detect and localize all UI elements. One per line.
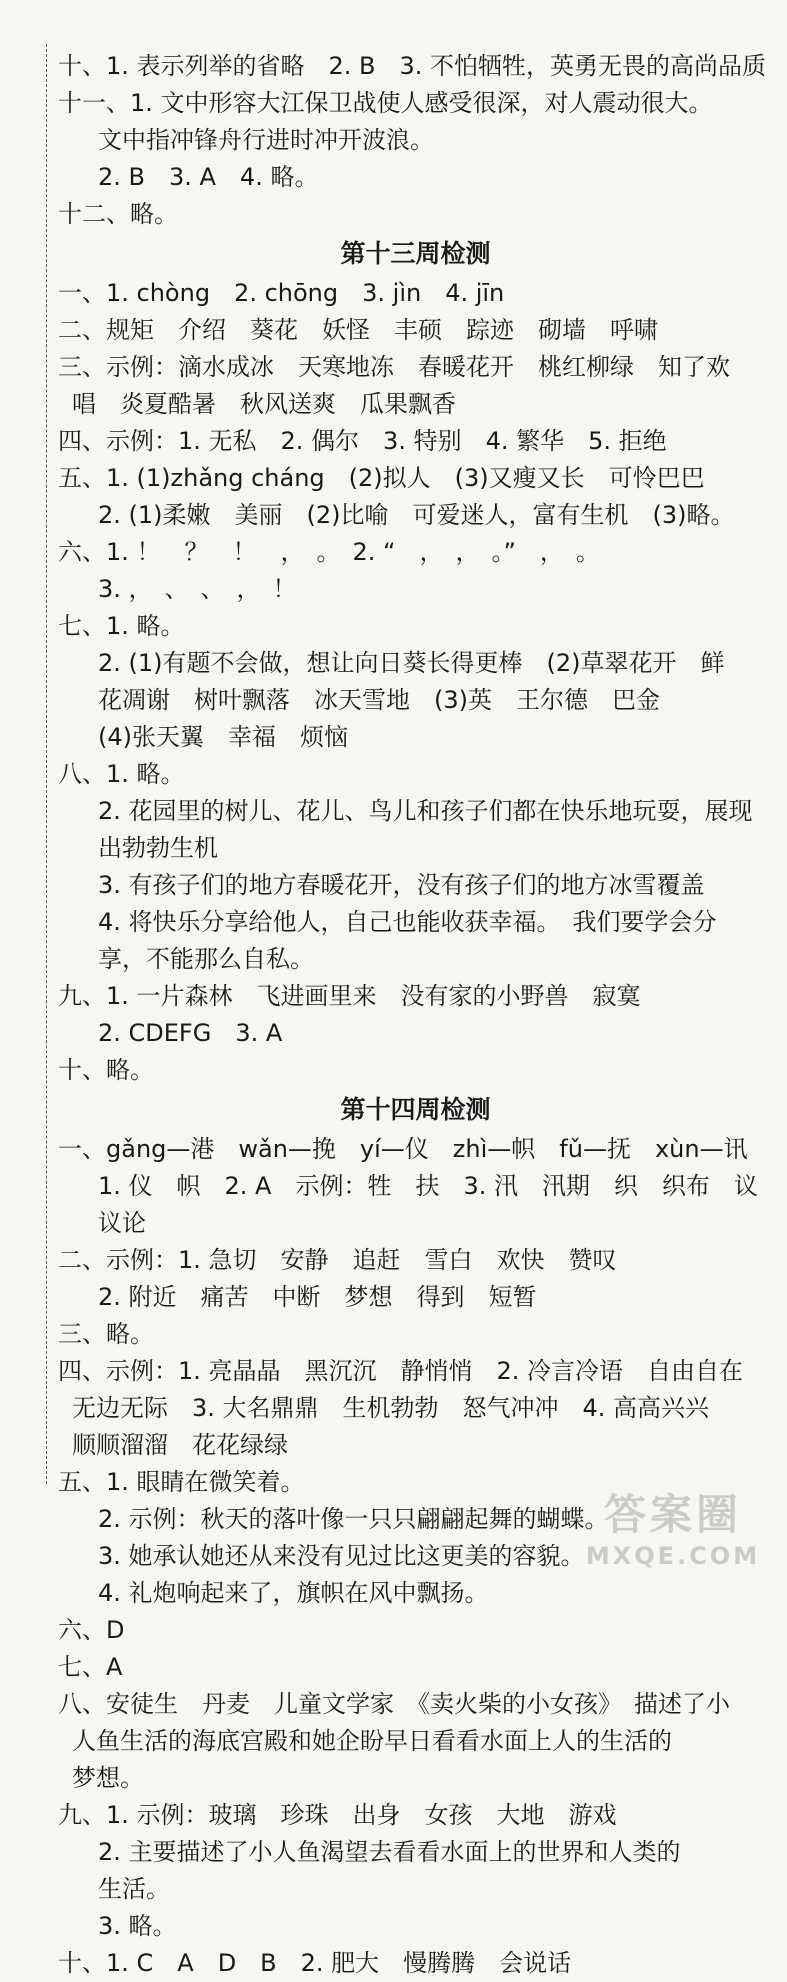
watermark-text: 答案圈 — [603, 1490, 742, 1539]
answer-line: 五、1. (1)zhǎng cháng (2)拟人 (3)又瘦又长 可怜巴巴 — [58, 464, 705, 492]
answer-line: 十、略。 — [58, 1056, 154, 1084]
section-heading: 第十三周检测 — [340, 239, 491, 268]
answer-line: 二、规矩 介绍 葵花 妖怪 丰硕 踪迹 砌墙 呼啸 — [58, 316, 658, 344]
answer-line: 3. ， 、 、 ， ！ — [98, 575, 297, 603]
answer-line: 议论 — [98, 1209, 146, 1237]
answer-line: 二、示例：1. 急切 安静 追赶 雪白 欢快 赞叹 — [58, 1246, 617, 1274]
answer-line: 一、gǎng—港 wǎn—挽 yí—仪 zhì—帜 fǔ—抚 xùn—讯 — [58, 1135, 748, 1163]
answer-line: 1. 仪 帜 2. A 示例：牲 扶 3. 汛 汛期 织 织布 议 — [98, 1172, 758, 1200]
answer-line: 三、示例：滴水成冰 天寒地冻 春暖花开 桃红柳绿 知了欢 — [58, 353, 730, 381]
answer-line: 七、A — [58, 1653, 123, 1681]
answer-line: 四、示例：1. 无私 2. 偶尔 3. 特别 4. 繁华 5. 拒绝 — [58, 427, 667, 455]
answer-page — [58, 48, 773, 1982]
answer-line: 花凋谢 树叶飘落 冰天雪地 (3)英 王尔德 巴金 — [98, 686, 660, 714]
answer-line: 六、D — [58, 1616, 125, 1644]
answer-line: 2. 示例：秋天的落叶像一只只翩翩起舞的蝴蝶。 — [98, 1505, 609, 1533]
answer-line: 3. 略。 — [98, 1912, 177, 1940]
answer-line: 生活。 — [98, 1875, 170, 1903]
answer-line: 享，不能那么自私。 — [98, 945, 314, 973]
answer-line: 无边无际 3. 大名鼎鼎 生机勃勃 怒气冲冲 4. 高高兴兴 — [72, 1394, 710, 1422]
answer-line: 十、1. C A D B 2. 肥大 慢腾腾 会说话 — [58, 1949, 572, 1977]
margin-dashed-line — [46, 44, 47, 1484]
answer-line: 2. (1)柔嫩 美丽 (2)比喻 可爱迷人，富有生机 (3)略。 — [98, 501, 735, 529]
answer-line: 八、1. 略。 — [58, 760, 185, 788]
section-heading: 第十四周检测 — [340, 1095, 491, 1124]
answer-line: 梦想。 — [72, 1764, 144, 1792]
answer-line: 九、1. 一片森林 飞进画里来 没有家的小野兽 寂寞 — [58, 982, 641, 1010]
answer-line: 六、1. ！ ？ ！ ， 。 2. “ ， ， 。” ， 。 — [58, 538, 600, 566]
answer-line: 2. (1)有题不会做，想让向日葵长得更棒 (2)草翠花开 鲜 — [98, 649, 725, 677]
answer-line: 八、安徒生 丹麦 儿童文学家 《卖火柴的小女孩》 描述了小 — [58, 1690, 730, 1718]
answer-line: 七、1. 略。 — [58, 612, 185, 640]
answer-line: 2. B 3. A 4. 略。 — [98, 163, 319, 191]
answer-line: 十、1. 表示列举的省略 2. B 3. 不怕牺牲，英勇无畏的高尚品质 — [58, 52, 767, 80]
watermark-url: MXQE.COM — [585, 1542, 761, 1570]
answer-line: 2. 花园里的树儿、花儿、鸟儿和孩子们都在快乐地玩耍，展现 — [98, 797, 753, 825]
answer-line: 2. 附近 痛苦 中断 梦想 得到 短暂 — [98, 1283, 537, 1311]
answer-line: 2. CDEFG 3. A — [98, 1019, 283, 1047]
answer-line: 九、1. 示例：玻璃 珍珠 出身 女孩 大地 游戏 — [58, 1801, 617, 1829]
answer-line: 十一、1. 文中形容大江保卫战使人感受很深，对人震动很大。 — [58, 89, 713, 117]
answer-line: 十二、略。 — [58, 200, 178, 228]
answer-line: (4)张天翼 幸福 烦恼 — [98, 723, 348, 751]
answer-line: 出勃勃生机 — [98, 834, 218, 862]
answer-line: 4. 礼炮响起来了，旗帜在风中飘扬。 — [98, 1579, 489, 1607]
answer-line: 人鱼生活的海底宫殿和她企盼早日看看水面上人的生活的 — [72, 1727, 672, 1755]
answer-line: 文中指冲锋舟行进时冲开波浪。 — [98, 126, 434, 154]
answer-line: 三、略。 — [58, 1320, 154, 1348]
answer-line: 四、示例：1. 亮晶晶 黑沉沉 静悄悄 2. 冷言冷语 自由自在 — [58, 1357, 744, 1385]
answer-line: 3. 有孩子们的地方春暖花开，没有孩子们的地方冰雪覆盖 — [98, 871, 705, 899]
answer-line: 五、1. 眼睛在微笑着。 — [58, 1468, 305, 1496]
answer-line: 顺顺溜溜 花花绿绿 — [72, 1431, 288, 1459]
answer-line: 3. 她承认她还从来没有见过比这更美的容貌。 — [98, 1542, 585, 1570]
answer-line: 2. 主要描述了小人鱼渴望去看看水面上的世界和人类的 — [98, 1838, 681, 1866]
watermark-logo — [573, 1482, 773, 1572]
answer-line: 唱 炎夏酷暑 秋风送爽 瓜果飘香 — [72, 390, 456, 418]
answer-line: 一、1. chòng 2. chōng 3. jìn 4. jīn — [58, 279, 505, 307]
answer-line: 4. 将快乐分享给他人，自己也能收获幸福。 我们要学会分 — [98, 908, 717, 936]
